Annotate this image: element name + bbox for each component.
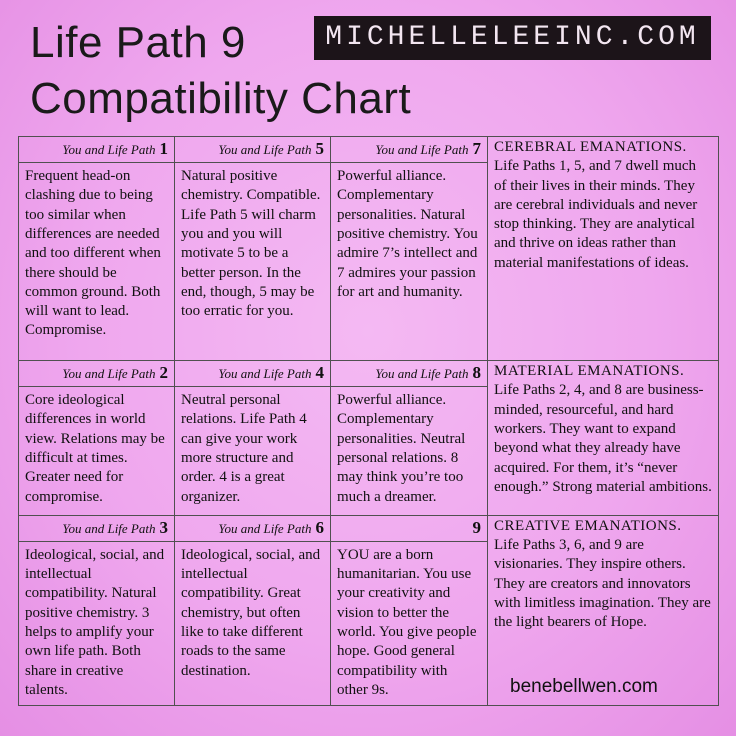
side-cerebral <box>488 137 719 361</box>
cell-path-3: Ideological, social, and intellectual compatibility. Natural positive chemistry. 3 helps to amplify your own life path. Both share in creative talents. <box>19 541 175 705</box>
side-heading-material: MATERIAL EMANATIONS. <box>494 363 685 380</box>
side-heading-cerebral: CEREBRAL EMANATIONS. <box>494 139 687 155</box>
header-path-4: You and Life Path 4 <box>175 361 331 387</box>
cell-path-4: Neutral personal relations. Life Path 4 can give your work more structure and order. 4 is a great organizer. <box>175 387 331 516</box>
header-path-3: You and Life Path 3 <box>19 515 175 541</box>
cell-path-5: Natural positive chemistry. Compatible. Life Path 5 will charm you and you will motivate 5 to be a better person. In the end, though, 5 may be too erratic for you. <box>175 163 331 361</box>
side-text-material: Life Paths 2, 4, and 8 are business-minded, resourceful, and hard workers. They want to expand beyond what they already have acquired. For them, it’s “never enough.” Strong material ambitions. <box>494 382 712 495</box>
side-material <box>488 361 719 516</box>
header-path-6: You and Life Path 6 <box>175 515 331 541</box>
side-text-creative: Life Paths 3, 6, and 9 are visionaries. They inspire others. They are creators and innovators with limitless imagination. They are the light bearers of Hope. <box>494 537 711 631</box>
cell-path-6: Ideological, social, and intellectual compatibility. Great chemistry, but often like to take different roads to the same destination. <box>175 541 331 705</box>
cell-path-8: Powerful alliance. Complementary personalities. Neutral personal relations. 8 may think you’re too much a dreamer. <box>331 387 488 516</box>
header-path-8: You and Life Path 8 <box>331 361 488 387</box>
cell-path-7: Powerful alliance. Complementary personalities. Natural positive chemistry. You admire 7’s intellect and 7 admires your passion for art and humanity. <box>331 163 488 361</box>
header-path-1: You and Life Path 1 <box>19 137 175 163</box>
compatibility-table <box>18 136 719 706</box>
title-line-2: Compatibility Chart <box>30 74 412 123</box>
header-path-7: You and Life Path 7 <box>331 137 488 163</box>
brand-banner: MICHELLELEEINC.COM <box>314 16 711 60</box>
credit-text: benebellwen.com <box>510 676 658 697</box>
header-path-5: You and Life Path 5 <box>175 137 331 163</box>
side-text-cerebral: Life Paths 1, 5, and 7 dwell much of their lives in their minds. They are cerebral individuals and never stop thinking. They are analytical and thrive on ideas rather than material manifestations of ideas. <box>494 158 698 271</box>
header-path-2: You and Life Path 2 <box>19 361 175 387</box>
cell-path-1: Frequent head-on clashing due to being too similar when differences are needed and too different when there should be common ground. Both will want to lead. Compromise. <box>19 163 175 361</box>
cell-path-2: Core ideological differences in world view. Relations may be difficult at times. Greater need for compromise. <box>19 387 175 516</box>
header-path-9: 9 <box>331 515 488 541</box>
cell-path-9: YOU are a born humanitarian. You use your creativity and vision to better the world. You give people hope. Good general compatibility with other 9s. <box>331 541 488 705</box>
title-line-1: Life Path 9 <box>30 18 246 67</box>
side-heading-creative: CREATIVE EMANATIONS. <box>494 517 682 534</box>
